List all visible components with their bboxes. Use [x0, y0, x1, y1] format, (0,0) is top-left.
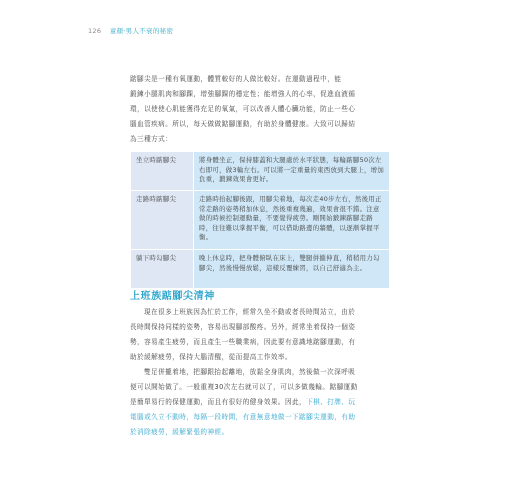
method-description: 晚上休息時，把身體俯臥在床上，雙腿併攏伸直，稍稍用力勾腳尖，然後慢慢放鬆，這樣反覆練習，以自己舒適為主。 [194, 250, 390, 289]
text-line: 長時間保持同樣的姿勢，容易出現腳部酸疼。另外，經常坐着保持一個姿 [130, 323, 356, 331]
highlighted-text: 電腦或久立不動時，每隔一段時間，有意無意地做一下踮腳尖運動，有助 [130, 413, 356, 421]
method-description: 將身體坐正，保持膝蓋和大腿處於水平狀態，每輪踮腳50次左右即可，做3輪左右。可以將一定重量的東西放到大腿上，增加負重，鍛鍊效果會更好。 [194, 152, 390, 191]
text-segment: 是簡單易行的保健運動，而且有很好的健身效果。因此， [130, 398, 307, 406]
highlighted-text: 下棋、打牌、玩 [306, 398, 356, 406]
methods-table [130, 151, 390, 289]
method-description: 走路時抬起腳後跟，用腳尖着地，每次走40步左右，然後用正常走路的姿勢稍加休息，然後重複幾遍，效果會很不錯。注意做的時候控制運動量，不要覺得疲勞。剛開始鍛鍊踮腳走路時，往往難以掌握平衡，可以借助路邊的牆體，以逐漸掌握平衡。 [194, 191, 390, 250]
text-line: 便可以開始做了。一般重複30次左右就可以了，可以多做幾輪。踮腳運動 [130, 383, 358, 391]
text-line: 腦血管疾病。所以，每天做做踮腳運動，有助於身體健康。大致可以歸結 [130, 120, 356, 128]
method-name: 走路時踮腳尖 [131, 191, 194, 250]
text-line: 踮腳尖是一種有氧運動，體質較好的人做比較好。在運動過程中，能 [130, 75, 342, 83]
table-row [131, 152, 390, 191]
page-number: 126 [88, 27, 102, 35]
text-line: 現在很多上班族因為忙於工作，經常久坐不動或者長時間站立，由於 [144, 308, 356, 316]
text-line: 環，以使使心肌能獲得充足的氧氣，可以改善人體心臟功能，防止一些心 [130, 105, 356, 113]
section-title: 上班族踮腳尖清神 [130, 291, 215, 302]
text-line [130, 395, 390, 410]
text-line: 為三種方式： [130, 135, 173, 143]
text-line: 助於緩解疲勞，保持大腦清醒，從而提高工作效率。 [130, 353, 293, 361]
text-line: 鍛鍊小腿肌肉和腳踝，增強腳踝的穩定性；能增強人的心率，促進血液循 [130, 90, 356, 98]
table-row [131, 191, 390, 250]
highlighted-text: 於消除疲勞，緩解緊張的神經。 [130, 428, 229, 436]
book-title: 童顏‧男人不衰的秘密 [109, 27, 174, 35]
method-name: 躺下時勾腳尖 [131, 250, 194, 289]
page-header [88, 26, 173, 35]
method-name: 坐立時踮腳尖 [131, 152, 194, 191]
text-line: 勢，容易產生疲勞，而且產生一些職業病，因此要有意識地踮腳運動，有 [130, 338, 356, 346]
table-row [131, 250, 390, 289]
text-line: 雙足併攏着地，把腳跟抬起離地，放鬆全身肌肉，然後做一次深呼吸 [144, 368, 356, 376]
